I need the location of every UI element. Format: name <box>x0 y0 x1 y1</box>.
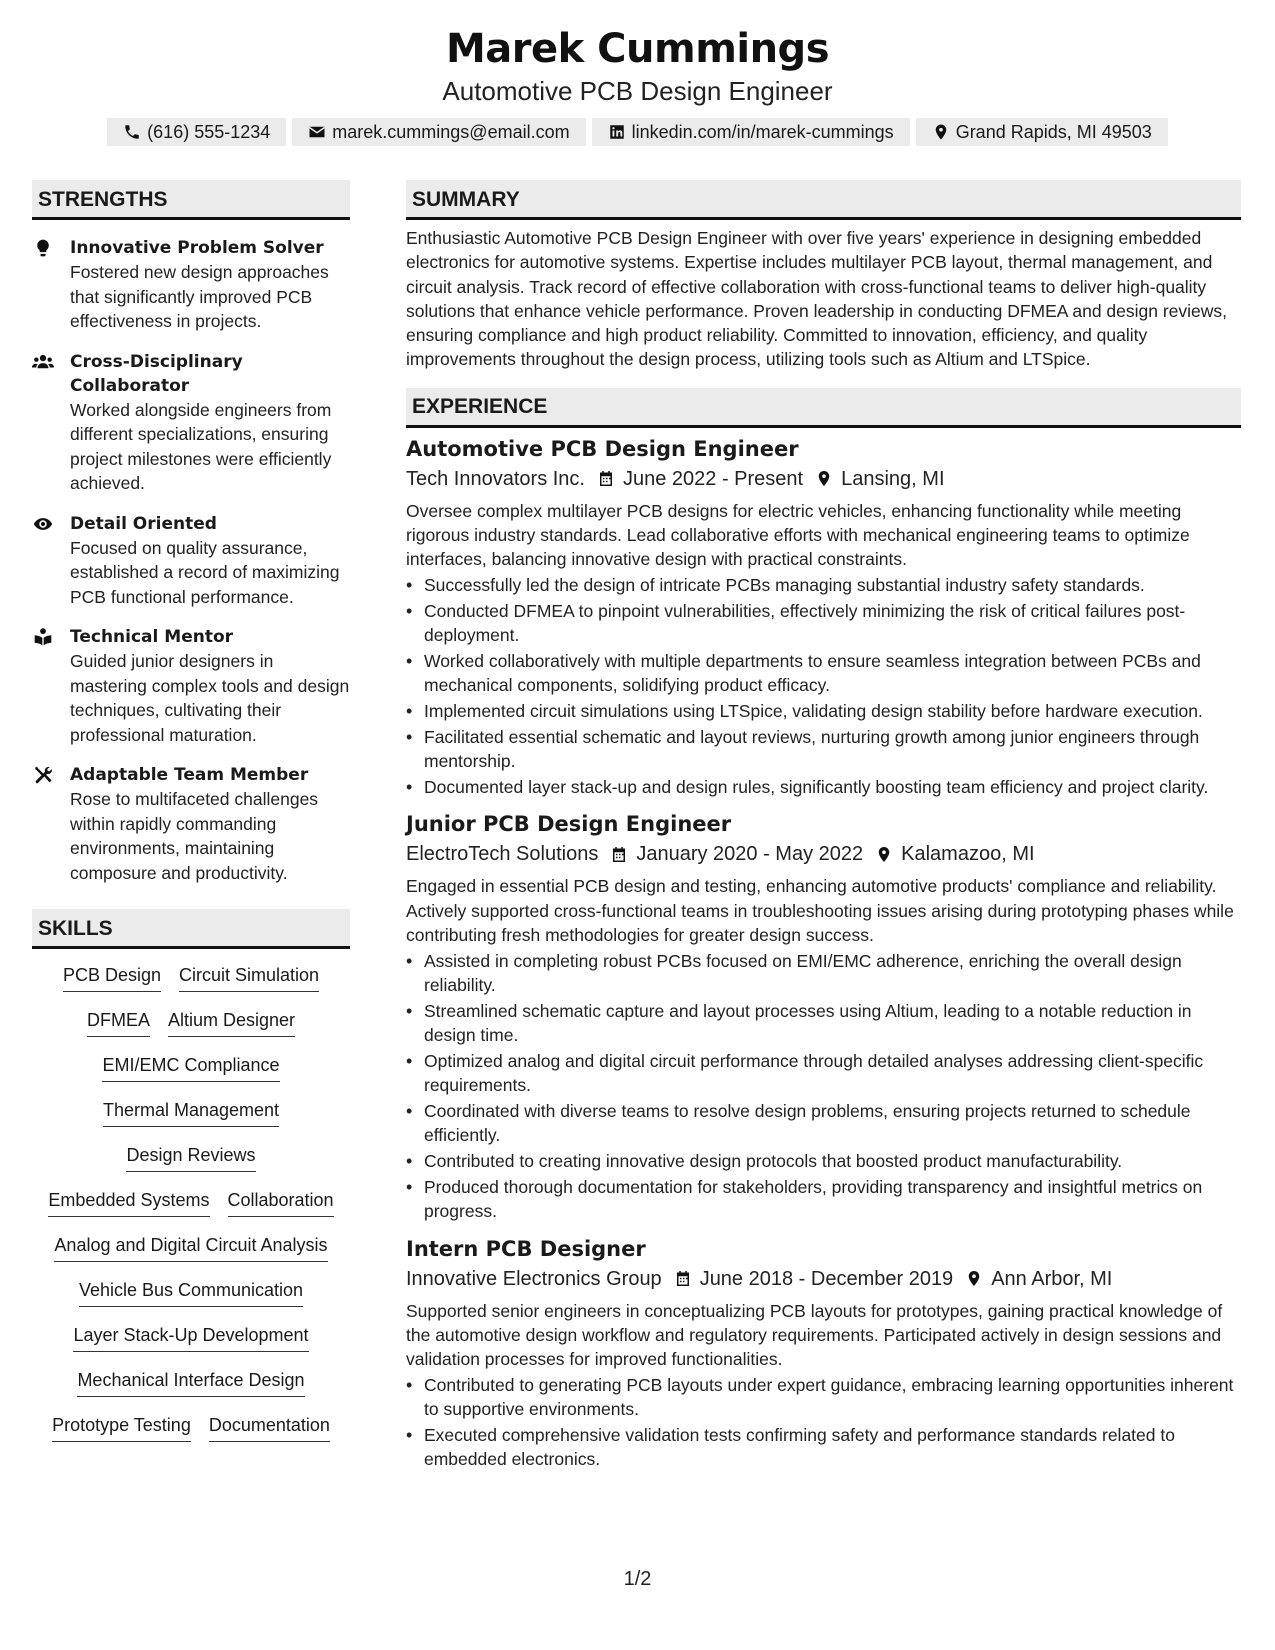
strength-item <box>32 512 350 610</box>
phone-text: (616) 555-1234 <box>147 121 271 142</box>
job-description: Supported senior engineers in conceptualizing PCB layouts for prototypes, gaining practical knowledge of the automotive design workflow and regulatory requirements. Participated actively in design sessions and validation processes for improved functionalities. <box>406 1300 1223 1370</box>
skills-list <box>32 963 350 1458</box>
strength-item <box>32 236 350 334</box>
location-text: Grand Rapids, MI 49503 <box>955 121 1152 142</box>
job-description: Engaged in essential PCB design and testing, enhancing automotive products' compliance and reliability. Actively supported cross-functional teams in troubleshooting issues arising during prototyping phases while contributing fresh methodologies for greater design success. <box>406 876 1234 945</box>
bullet-item: • Executed comprehensive validation tests confirming safety and performance standards related to embedded electronics. <box>406 1423 1241 1472</box>
skill-row <box>32 1413 350 1458</box>
candidate-title: Automotive PCB Design Engineer <box>442 76 833 106</box>
linkedin-text: linkedin.com/in/marek-cummings <box>631 121 894 142</box>
job-location: Ann Arbor, MI <box>991 1267 1113 1290</box>
skill-tag: Documentation <box>209 1413 330 1442</box>
skill-tag: Embedded Systems <box>48 1188 209 1217</box>
bullet-item: • Successfully led the design of intricate PCBs managing substantial industry safety standards. <box>406 573 1241 597</box>
skill-row <box>32 1323 350 1368</box>
strength-desc: Rose to multifaceted challenges within rapidly commanding environments, maintaining composure and productivity. <box>70 789 319 883</box>
bullet-item: • Optimized analog and digital circuit performance through detailed analyses addressing client-specific requirements. <box>406 1049 1241 1098</box>
job-meta <box>406 465 1241 493</box>
skill-row <box>32 1233 350 1278</box>
phone-icon <box>123 123 141 141</box>
bullet-item: • Streamlined schematic capture and layout processes using Altium, leading to a notable reduction in design time. <box>406 999 1241 1048</box>
calendar-icon <box>610 845 628 864</box>
bullet-item: • Documented layer stack-up and design rules, significantly boosting team efficiency and project clarity. <box>406 775 1241 799</box>
job-dates: June 2022 - Present <box>622 467 804 490</box>
job-entry <box>406 1234 1241 1472</box>
bullet-item: • Worked collaboratively with multiple departments to ensure seamless integration between PCBs and mechanical components, solidifying product efficacy. <box>406 649 1241 698</box>
job-location: Kalamazoo, MI <box>901 843 1035 866</box>
strength-item <box>32 625 350 747</box>
skill-row <box>32 1278 350 1323</box>
job-company: Tech Innovators Inc. <box>406 467 585 490</box>
resume-body <box>32 180 1241 1472</box>
job-dates: June 2018 - December 2019 <box>699 1267 954 1290</box>
skill-tag: EMI/EMC Compliance <box>102 1053 279 1082</box>
strengths-heading: STRENGTHS <box>32 180 350 220</box>
skill-tag: Thermal Management <box>103 1098 279 1127</box>
job-meta <box>406 1265 1241 1293</box>
strength-desc: Worked alongside engineers from different specializations, ensuring project milestones were efficiently achieved. <box>70 399 332 493</box>
envelope-icon <box>308 123 326 141</box>
linkedin-icon <box>608 123 626 141</box>
skill-row <box>32 1008 350 1053</box>
job-location: Lansing, MI <box>841 467 945 490</box>
job-entry <box>406 809 1241 1223</box>
skill-tag: Vehicle Bus Communication <box>79 1278 303 1307</box>
map-pin-icon <box>965 1269 983 1288</box>
users-icon <box>32 352 54 372</box>
job-title: Junior PCB Design Engineer <box>406 812 732 837</box>
skill-tag: Mechanical Interface Design <box>77 1368 304 1397</box>
bullet-item: • Contributed to generating PCB layouts under expert guidance, embracing learning opportunities inherent to supportive environments. <box>406 1373 1241 1422</box>
job-title: Automotive PCB Design Engineer <box>406 436 799 461</box>
bullet-item: • Produced thorough documentation for stakeholders, providing transparency and insightful metrics on progress. <box>406 1175 1241 1224</box>
strength-item <box>32 763 350 885</box>
job-company: ElectroTech Solutions <box>406 843 599 866</box>
bullet-item: • Implemented circuit simulations using LTSpice, validating design stability before hardware execution. <box>406 699 1241 723</box>
strength-desc: Fostered new design approaches that significantly improved PCB effectiveness in projects. <box>70 262 329 331</box>
skill-row <box>32 1368 350 1413</box>
contact-linkedin[interactable] <box>592 118 910 146</box>
job-title: Intern PCB Designer <box>406 1236 646 1261</box>
resume-header <box>0 0 1275 146</box>
skill-tag: Prototype Testing <box>52 1413 191 1442</box>
skill-tag: Analog and Digital Circuit Analysis <box>54 1233 327 1262</box>
contact-email[interactable] <box>292 118 585 146</box>
job-entry <box>406 434 1241 800</box>
skill-tag: Collaboration <box>228 1188 334 1217</box>
strength-title: Adaptable Team Member <box>70 765 309 785</box>
job-dates: January 2020 - May 2022 <box>636 843 864 866</box>
skill-row <box>32 1053 350 1098</box>
skills-heading: SKILLS <box>32 909 350 949</box>
contact-phone[interactable] <box>107 118 286 146</box>
map-pin-icon <box>932 123 950 141</box>
skill-tag: Circuit Simulation <box>179 963 319 992</box>
skill-row <box>32 1098 350 1143</box>
calendar-icon <box>674 1269 692 1288</box>
job-bullets <box>406 1373 1241 1472</box>
bullet-item: • Assisted in completing robust PCBs focused on EMI/EMC adherence, enriching the overall design reliability. <box>406 949 1241 998</box>
summary-text: Enthusiastic Automotive PCB Design Engineer with over five years' experience in designing embedded electronics for automotive systems. Expertise includes multilayer PCB layout, thermal management, and circuit analysis. Track record of effective collaboration with cross-functional teams to deliver high-quality solutions that enhance vehicle performance. Proven leadership in conducting DFMEA and design reviews, ensuring compliance and high product reliability. Committed to innovation, efficiency, and quality improvements throughout the design process, utilizing tools such as Altium and LTSpice. <box>406 228 1228 370</box>
bullet-item: • Contributed to creating innovative design protocols that boosted product manufacturability. <box>406 1149 1241 1173</box>
job-description: Oversee complex multilayer PCB designs for electric vehicles, enhancing functionality while meeting rigorous industry standards. Lead collaborative efforts with mechanical engineering teams to optimize interfaces, balancing innovative design with practical constraints. <box>406 500 1190 570</box>
skill-row <box>32 1143 350 1188</box>
contact-bar <box>0 118 1275 146</box>
mentor-icon <box>32 627 54 647</box>
map-pin-icon <box>875 845 893 864</box>
strength-title: Cross-Disciplinary Collaborator <box>70 351 243 396</box>
summary-heading: SUMMARY <box>406 180 1241 220</box>
job-meta <box>406 840 1241 868</box>
experience-heading: EXPERIENCE <box>406 388 1241 428</box>
calendar-icon <box>597 469 615 488</box>
tools-icon <box>32 765 54 785</box>
skill-tag: PCB Design <box>63 963 161 992</box>
skill-row <box>32 1188 350 1233</box>
lightbulb-icon <box>32 238 54 258</box>
left-column <box>32 180 350 1472</box>
strength-title: Innovative Problem Solver <box>70 238 324 258</box>
job-company: Innovative Electronics Group <box>406 1267 662 1290</box>
map-pin-icon <box>815 469 833 488</box>
skill-tag: Altium Designer <box>168 1008 295 1037</box>
strength-desc: Focused on quality assurance, established a record of maximizing PCB functional performance. <box>70 537 340 607</box>
candidate-name: Marek Cummings <box>446 26 829 72</box>
strength-item <box>32 350 350 496</box>
skill-tag: Design Reviews <box>126 1143 255 1172</box>
bullet-item: • Facilitated essential schematic and layout reviews, nurturing growth among junior engineers through mentorship. <box>406 725 1241 774</box>
eye-icon <box>32 514 54 534</box>
email-text: marek.cummings@email.com <box>332 121 570 142</box>
bullet-item: • Conducted DFMEA to pinpoint vulnerabilities, effectively minimizing the risk of critical failures post-deployment. <box>406 599 1241 648</box>
skill-tag: DFMEA <box>87 1008 150 1037</box>
right-column <box>406 180 1241 1472</box>
bullet-item: • Coordinated with diverse teams to resolve design problems, ensuring projects returned to schedule efficiently. <box>406 1099 1241 1148</box>
skill-tag: Layer Stack-Up Development <box>73 1323 308 1352</box>
skill-row <box>32 963 350 1008</box>
job-bullets <box>406 949 1241 1224</box>
strength-title: Technical Mentor <box>70 627 234 647</box>
page-number: 1/2 <box>623 1568 652 1590</box>
job-bullets <box>406 573 1241 799</box>
strength-title: Detail Oriented <box>70 513 217 534</box>
contact-location <box>916 118 1168 146</box>
strength-desc: Guided junior designers in mastering complex tools and design techniques, cultivating their professional maturation. <box>70 651 350 745</box>
